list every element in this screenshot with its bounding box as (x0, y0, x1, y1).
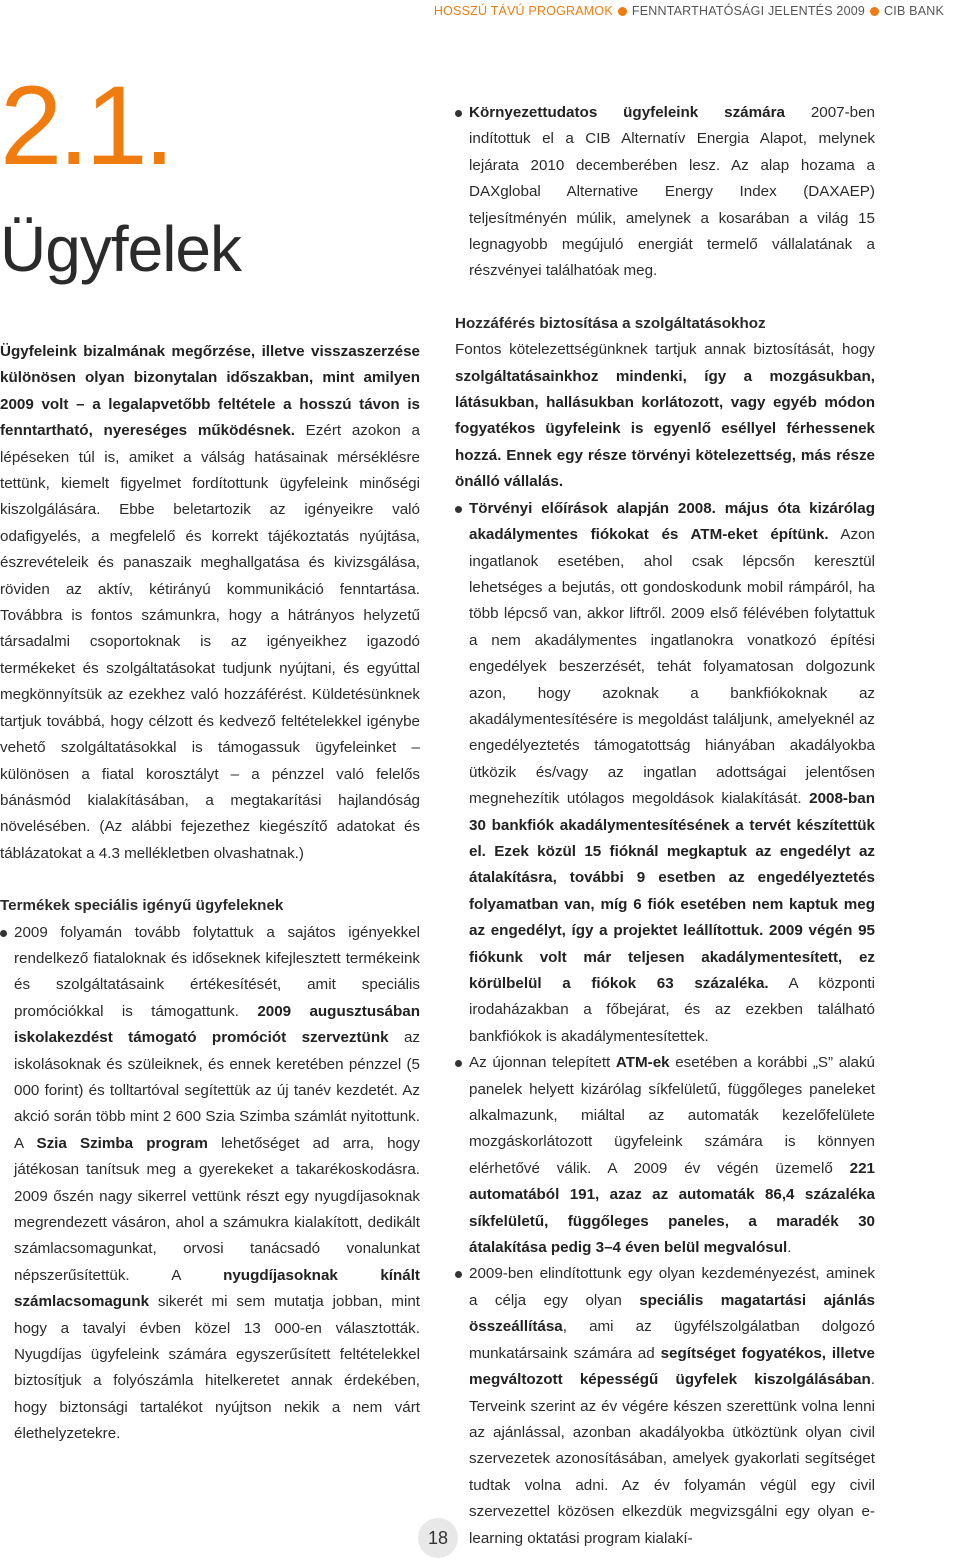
intro-bold: Ügyfeleink bizalmának megőrzése, illetve visszaszerzése különösen olyan bizonytalan időszakban, mint amilyen 2009 volt – a legalapvetőbb feltétele a hosszú távon is fenntartható, nyereséges működésnek. (0, 343, 420, 440)
bullet-icon (455, 110, 462, 117)
access-list (455, 496, 875, 1552)
intro-paragraph: Ügyfeleink bizalmának megőrzése, illetve visszaszerzése különösen olyan bizonytalan időszakban, mint amilyen 2009 volt – a legalapvetőbb feltétele a hosszú távon is fenntartható, nyereséges működésnek. Ezért azokon a lépéseken túl is, amiket a válság hatásainak mérséklésre tettünk, kiemelt figyelmet fordítottunk ügyfeleink minőségi kiszolgálására. Ebbe beletartozik az igényeikre való odafigyelés, a megfelelő és korrekt tájékoztatás nyújtása, észrevételeik és panaszaik meghallgatása és kivizsgálása, röviden az aktív, kétirányú kommunikáció fenntartása. Továbbra is fontos számunkra, hogy a hátrányos helyzetű társadalmi csoportoknak is az igényeikhez igazodó termékeket és szolgáltatásokat tudjunk nyújtani, és egyúttal megkönnyítsük az ezekhez való hozzáférést. Küldetésünknek tartjuk továbbá, hogy célzott és kedvező feltételekkel igénybe vehető szolgáltatásokkal is támogassuk ügyfeleinket – különösen a fiatal korosztályt – a pénzzel való felelős bánásmód kialakításában, a megtakarítási hajlandóság növelésében. (Az alábbi fejezethez kiegészítő adatokat és táblázatokat a 4.3 mellékletben olvashatnak.) (0, 343, 421, 862)
list-item: 2009-ben elindítottunk egy olyan kezdeményezést, aminek a célja egy olyan speciális magatartási ajánlás összeállítása, ami az ügyfélszolgálatban dolgozó munkatársaink számára ad segítséget fogyatékos, illetve megváltozott képességű ügyfelek kiszolgálásában. Terveink szerint az év végére készen szerettünk volna lenni az ajánlással, azonban akadályokba ütköztünk olyan civil szervezetek azonosításában, amelyek gyakorlati segítséget tudtak volna adni. Az év folyamán végül egy civil szervezettel közösen elkezdük megvizsgálni egy olyan e-learning oktatási program kialakí- (455, 1261, 875, 1551)
subheading-products: Termékek speciális igényű ügyfeleknek (0, 897, 284, 915)
header-company: CIB BANK (884, 4, 944, 18)
list-item: 2009 folyamán tovább folytattuk a sajátos igényekkel rendelkező fiataloknak és időseknek kifejlesztett termékeink és szolgáltatásaink értékesítését, amit speciális promóciókkal is támogattunk. 2009 augusztusában iskolakezdést támogató promóciót szerveztünk az iskolásoknak és szüleiknek, és ennek keretében pénzzel (5 000 forint) és tolltartóval segítettük az új tanév kezdetét. Az akció során több mint 2 600 Szia Szimba számlát nyitottunk. A Szia Szimba program lehetőséget ad arra, hogy játékosan tanítsuk meg a gyerekeket a takarékoskodásra. 2009 őszén nagy sikerrel vettünk részt egy nyugdíjasoknak megrendezett vásáron, ahol a számukra kialakított, dedikált számlacsomagunkat, orvosi tanácsadó vonalunkat népszerűsítettük. A nyugdíjasoknak kínált számlacsomagunk sikerét mi sem mutatja jobban, mint hogy a tavalyi évben közel 13 000-en választották. Nyugdíjas ügyfeleink számára egyszerűsített feltételekkel biztosítjuk a folyószámla hitelkeretet annak érdekében, hogy biztonsági tartalékot nyújtson nekik a nem várt élethelyzetekre. (0, 920, 420, 1448)
list-item: Törvényi előírások alapján 2008. május óta kizárólag akadálymentes fiókokat és ATM-eket építünk. Azon ingatlanok esetében, ahol csak lépcsőn keresztül lehetséges a bejutás, ott gondoskodunk mobil rámpáról, ha több lépcső van, akkor liftről. 2009 első félévében folytattuk a nem akadálymentes ingatlanokra vonatkozó építési engedélyek beszerzését, tehát folyamatosan dolgozunk azon, hogy azoknak a bankfiókoknak az akadálymentesítésére is megoldást találjunk, amelyeknél az engedélyeztetés támogatottság hiányában akadályokba ütközik és/vagy az ingatlan adottságai jelentősen megnehezítik utólagos megoldások kialakítását. 2008-ban 30 bankfiók akadálymentesítésének a tervét készítettük el. Ezek közül 15 fióknál megkaptuk az engedélyt az átalakításra, további 9 esetben az engedélyeztetés folyamatban van, míg 6 fiók esetében nem kaptuk meg az engedélyt, így a projektet leállítottuk. 2009 végén 95 fiókunk volt már teljesen akadálymentesített, ez körülbelül a fiókok 63 százaléka. A központi irodaházakban a főbejárat, és az ezekben található bankfiókok is akadálymentesítettek. (455, 496, 875, 1051)
section-number: 2.1. (0, 63, 171, 188)
section-title: Ügyfelek (0, 213, 241, 285)
list-item: Környezettudatos ügyfeleink számára 2007-ben indítottuk el a CIB Alternatív Energia Alapot, melynek lejárata 2010 decemberében lesz. Az alap hozama a DAXglobal Alternative Energy Index (DAXAEP) teljesítményén múlik, amelynek a kosarában a világ 15 legnagyobb megújuló energiát termelő vállalatának a részvényei találhatóak meg. (455, 100, 875, 285)
list-item: Az újonnan telepített ATM-ek esetében a korábbi „S” alakú panelek helyett kizárólag síkfelületű, függőleges paneleket alkalmazunk, miáltal az automaták kezelőfelülete mozgáskorlátozott ügyfeleink számára is könnyen elérhetővé válik. A 2009 év végén üzemelő 221 automatából 191, azaz az automaták 86,4 százaléka síkfelületű, függőleges paneles, a maradék 30 átalakítása pedig 3–4 éven belül megvalósul. (455, 1050, 875, 1261)
bullet-icon (455, 1271, 462, 1278)
bullet-icon (0, 930, 7, 937)
env-list (455, 100, 875, 285)
bullet-icon (455, 506, 462, 513)
subheading-access: Hozzáférés biztosítása a szolgáltatásokhoz (455, 314, 766, 332)
page-number: 18 (418, 1518, 458, 1558)
header-report: FENNTARTHATÓSÁGI JELENTÉS 2009 (631, 4, 866, 18)
left-column (0, 339, 420, 1448)
bullet-icon (455, 1060, 462, 1067)
products-list (0, 920, 420, 1448)
bullet-dot-icon (618, 7, 627, 16)
header-program: HOSSZÚ TÁVÚ PROGRAMOK (433, 4, 613, 18)
access-paragraph: Fontos kötelezettségünknek tartjuk annak biztosítását, hogy szolgáltatásainkhoz mindenki, így a mozgásukban, látásukban, hallásukban korlátozott, vagy egyéb módon fogyatékos ügyfeleink is egyenlő eséllyel férhessenek hozzá. Ennek egy része törvényi kötelezettség, más része önálló vállalás. (455, 341, 875, 491)
right-column (455, 100, 875, 1552)
running-header (434, 4, 944, 18)
bullet-dot-icon (870, 7, 879, 16)
